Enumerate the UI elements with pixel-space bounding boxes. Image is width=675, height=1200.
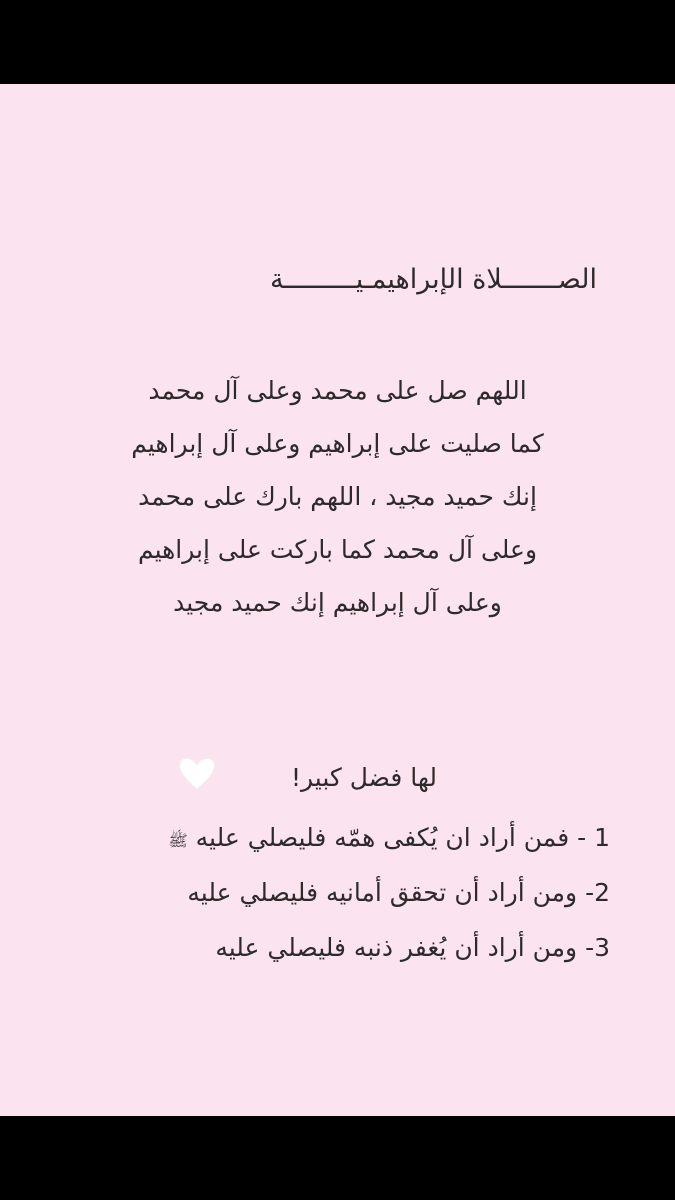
- item-text: ومن أراد أن يُغفر ذنبه فليصلي عليه: [215, 933, 578, 962]
- item-number: 3-: [585, 933, 610, 962]
- prayer-text: [0, 364, 675, 629]
- list-item: [50, 865, 610, 920]
- item-text: ومن أراد أن تحقق أمانيه فليصلي عليه: [187, 878, 578, 907]
- prayer-line: وعلى آل إبراهيم إنك حميد مجيد: [173, 588, 502, 617]
- list-item: [50, 920, 610, 975]
- item-number: 2-: [585, 878, 610, 907]
- item-number: 1 -: [577, 823, 610, 852]
- content-page: [0, 84, 675, 1116]
- heart-icon: [176, 756, 218, 792]
- page-title: الصـــــــلاة الإبراهيمـيـــــــــة: [270, 264, 597, 295]
- virtues-list: [50, 810, 610, 975]
- prayer-line: وعلى آل محمد كما باركت على إبراهيم: [137, 535, 538, 564]
- list-item: [50, 810, 610, 865]
- item-text: فمن أراد ان يُكفى همّه فليصلي عليه: [195, 823, 570, 852]
- salawat-symbol: ﷺ: [168, 831, 188, 850]
- prayer-line: كما صليت على إبراهيم وعلى آل إبراهيم: [131, 429, 544, 458]
- prayer-line: اللهم صل على محمد وعلى آل محمد: [148, 376, 527, 405]
- prayer-line: إنك حميد مجيد ، اللهم بارك على محمد: [138, 482, 537, 511]
- virtues-heading: لها فضل كبير!: [290, 763, 437, 792]
